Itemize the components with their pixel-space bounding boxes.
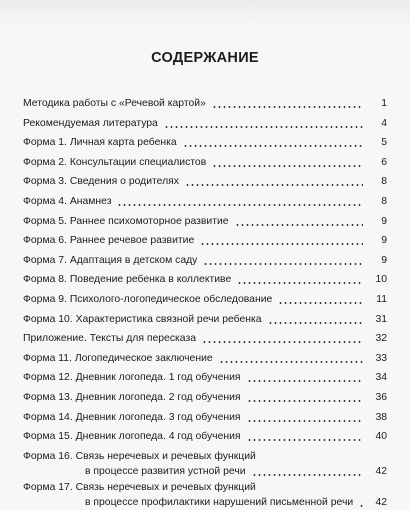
toc-entry-page: 42	[375, 465, 387, 477]
dot-leader	[203, 263, 363, 265]
toc-entry	[23, 214, 387, 234]
toc-entry-label: Приложение. Тексты для пересказа	[23, 333, 197, 345]
toc-entry	[23, 312, 387, 332]
toc-entry-page: 42	[375, 496, 387, 508]
page-title: СОДЕРЖАНИЕ	[151, 50, 259, 66]
dot-leader	[202, 341, 363, 343]
toc-entry-page: 9	[381, 215, 387, 227]
toc-entry	[23, 351, 387, 371]
toc-entry-page: 40	[375, 431, 387, 443]
toc-entry-label: Форма 12. Дневник логопеда. 1 год обучения	[23, 372, 241, 384]
dot-leader	[212, 165, 363, 167]
toc-entry-label-line2: в процессе профилактики нарушений письменной речи	[85, 496, 354, 508]
toc-entry	[23, 155, 387, 175]
toc-entry	[23, 331, 387, 351]
toc-entry	[23, 370, 387, 390]
toc-entry-page: 11	[376, 293, 387, 305]
toc-entry	[23, 272, 387, 292]
toc-entry-page: 6	[381, 156, 387, 168]
dot-leader	[247, 400, 363, 402]
toc-entry-page: 8	[381, 195, 387, 207]
toc-entry-label: Форма 1. Личная карта ребенка	[23, 137, 177, 149]
toc-entry-label: Форма 11. Логопедическое заключение	[23, 352, 213, 364]
toc-entry	[23, 135, 387, 155]
toc-entry-label-line1: Форма 16. Связь неречевых и речевых функций	[23, 450, 256, 462]
toc-entry-label: Методика работы с «Речевой картой»	[23, 98, 206, 109]
dot-leader	[235, 224, 363, 226]
toc-entry-page: 34	[375, 372, 387, 384]
toc-entry-label: Форма 8. Поведение ребенка в коллективе	[23, 274, 232, 286]
dot-leader	[183, 145, 363, 147]
toc-entry-label: Форма 9. Психолого-логопедическое обследование	[23, 293, 273, 305]
toc-entry-label: Форма 14. Дневник логопеда. 3 год обучения	[23, 411, 241, 423]
dot-leader	[247, 420, 363, 422]
toc-entry-label: Форма 3. Сведения о родителях	[23, 176, 179, 188]
toc-entry	[23, 174, 387, 194]
toc-entry	[23, 96, 387, 116]
toc-entry	[23, 410, 387, 430]
dot-leader	[237, 282, 363, 284]
page-top-shadow	[0, 0, 410, 40]
toc-entry-label: Форма 15. Дневник логопеда. 4 год обучения	[23, 431, 241, 443]
toc-entry-label: Форма 10. Характеристика связной речи ребенка	[23, 313, 262, 325]
toc-entry	[23, 292, 387, 312]
toc-entry-label: Рекомендуемая литература	[23, 117, 158, 129]
toc-entry	[23, 429, 387, 449]
toc-entry-label-line1: Форма 17. Связь неречевых и речевых функций	[23, 481, 256, 493]
toc-entry-label: Форма 6. Раннее речевое развитие	[23, 235, 195, 247]
toc-entry-page: 4	[381, 117, 387, 129]
toc-entry-label: Форма 4. Анамнез	[23, 195, 112, 207]
toc-entry	[23, 233, 387, 253]
toc-entry-multiline	[23, 449, 387, 480]
toc-entry-label-line2: в процессе развития устной речи	[85, 465, 246, 477]
toc-entry	[23, 253, 387, 273]
dot-leader	[200, 243, 363, 245]
dot-leader	[185, 184, 363, 186]
toc-entry-page: 31	[375, 313, 387, 325]
dot-leader	[278, 302, 363, 304]
toc-entry-page: 5	[381, 137, 387, 149]
toc-entry-label: Форма 5. Раннее психомоторное развитие	[23, 215, 229, 227]
toc-entry-label: Форма 7. Адаптация в детском саду	[23, 254, 198, 266]
dot-leader	[219, 361, 363, 363]
dot-leader	[359, 505, 363, 507]
dot-leader	[212, 106, 363, 108]
toc-entry	[23, 390, 387, 410]
dot-leader	[247, 380, 363, 382]
toc-entry-page: 38	[375, 411, 387, 423]
toc-entry	[23, 194, 387, 214]
table-of-contents	[23, 96, 387, 510]
dot-leader	[117, 204, 363, 206]
toc-entry-page: 9	[381, 235, 387, 247]
toc-entry-page: 33	[375, 352, 387, 364]
toc-entry-page: 36	[375, 391, 387, 403]
toc-entry-page: 8	[381, 176, 387, 188]
toc-entry-label: Форма 13. Дневник логопеда. 2 год обучения	[23, 391, 241, 403]
toc-entry-page: 1	[381, 98, 387, 109]
toc-entry	[23, 116, 387, 136]
toc-entry-page: 9	[381, 254, 387, 266]
dot-leader	[268, 322, 363, 324]
toc-entry-page: 32	[375, 333, 387, 345]
toc-entry-multiline	[23, 480, 387, 510]
toc-entry-label: Форма 2. Консультации специалистов	[23, 156, 207, 168]
dot-leader	[164, 126, 363, 128]
toc-entry-page: 10	[375, 274, 387, 286]
dot-leader	[247, 439, 363, 441]
dot-leader	[252, 474, 363, 476]
